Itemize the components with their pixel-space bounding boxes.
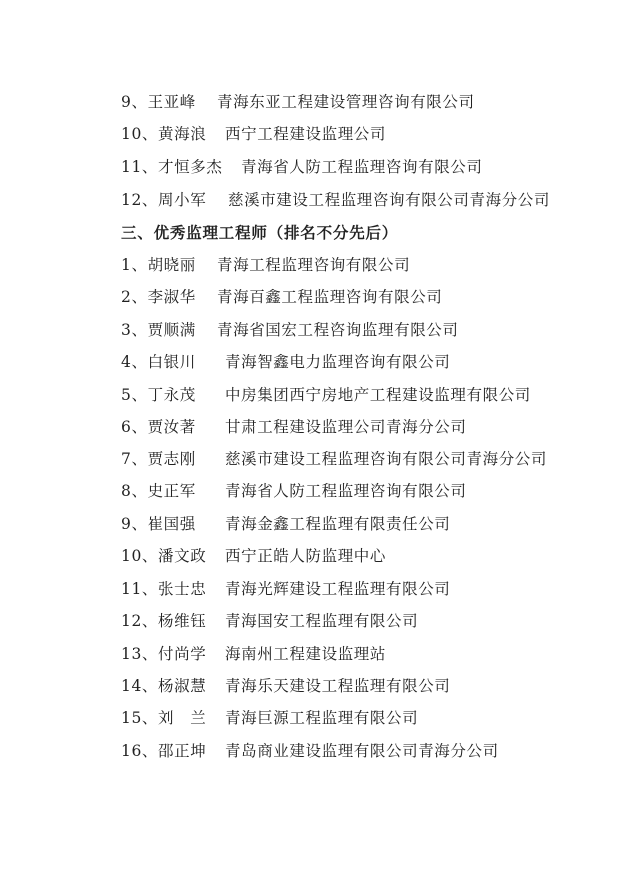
item-number: 11、: [121, 158, 159, 176]
list-item: [121, 352, 451, 372]
list-item: [121, 124, 387, 144]
item-number: 3、: [121, 321, 148, 339]
item-number: 12、: [121, 612, 159, 630]
item-number: 15、: [121, 709, 159, 727]
company-name: 慈溪市建设工程监理咨询有限公司青海分公司: [225, 450, 548, 468]
company-name: 甘肃工程建设监理公司青海分公司: [225, 418, 467, 436]
person-name: 丁永茂: [147, 386, 196, 404]
list-item: [121, 611, 419, 631]
item-number: 6、: [121, 418, 148, 436]
person-name: 杨维钰: [158, 612, 207, 630]
person-name: 周小军: [158, 191, 207, 209]
list-item: [121, 287, 443, 307]
item-number: 8、: [121, 482, 148, 500]
company-name: 青海金鑫工程监理有限责任公司: [225, 515, 451, 533]
company-name: 西宁工程建设监理公司: [225, 125, 387, 143]
company-name: 慈溪市建设工程监理咨询有限公司青海分公司: [228, 191, 551, 209]
company-name: 青海省人防工程监理咨询有限公司: [241, 158, 483, 176]
item-number: 10、: [121, 125, 159, 143]
person-name: 贾汝著: [147, 418, 196, 436]
item-number: 11、: [121, 580, 159, 598]
person-name: 白银川: [147, 353, 196, 371]
item-number: 9、: [121, 515, 148, 533]
company-name: 青海智鑫电力监理咨询有限公司: [225, 353, 451, 371]
company-name: 青海百鑫工程监理咨询有限公司: [217, 288, 443, 306]
company-name: 青海工程监理咨询有限公司: [217, 256, 411, 274]
list-item: [121, 514, 451, 534]
person-name: 李淑华: [147, 288, 196, 306]
person-name: 杨淑慧: [158, 677, 207, 695]
company-name: 青海乐天建设工程监理有限公司: [225, 677, 451, 695]
list-item: [121, 741, 499, 761]
item-number: 2、: [121, 288, 148, 306]
list-item: [121, 385, 531, 405]
list-item: [121, 644, 387, 664]
item-number: 13、: [121, 645, 159, 663]
person-name: 崔国强: [147, 515, 196, 533]
company-name: 青海光辉建设工程监理有限公司: [225, 580, 451, 598]
item-number: 12、: [121, 191, 159, 209]
company-name: 青海东亚工程建设管理咨询有限公司: [217, 93, 475, 111]
item-number: 1、: [121, 256, 148, 274]
item-number: 16、: [121, 742, 159, 760]
person-name: 张士忠: [158, 580, 207, 598]
company-name: 海南州工程建设监理站: [225, 645, 387, 663]
person-name: 潘文政: [158, 547, 207, 565]
list-item: [121, 546, 387, 566]
item-number: 14、: [121, 677, 159, 695]
list-item: [121, 676, 451, 696]
item-number: 9、: [121, 93, 148, 111]
person-name: 胡晓丽: [147, 256, 196, 274]
person-name: 邵正坤: [158, 742, 207, 760]
company-name: 青海巨源工程监理有限公司: [225, 709, 419, 727]
person-name: 才恒多杰: [158, 158, 223, 176]
person-name: 王亚峰: [147, 93, 196, 111]
list-item: [121, 255, 411, 275]
person-name: 史正军: [147, 482, 196, 500]
person-name: 付尚学: [158, 645, 207, 663]
person-name: 贾顺满: [147, 321, 196, 339]
item-number: 7、: [121, 450, 148, 468]
company-name: 西宁正皓人防监理中心: [225, 547, 387, 565]
person-name: 刘 兰: [158, 709, 207, 727]
item-number: 4、: [121, 353, 148, 371]
list-item: [121, 708, 419, 728]
list-item: [121, 157, 483, 177]
list-item: [121, 449, 548, 469]
company-name: 中房集团西宁房地产工程建设监理有限公司: [225, 386, 531, 404]
person-name: 贾志刚: [147, 450, 196, 468]
list-item: [121, 417, 467, 437]
company-name: 青海省国宏工程咨询监理有限公司: [217, 321, 459, 339]
item-number: 10、: [121, 547, 159, 565]
list-item: [121, 190, 551, 210]
section-heading: 三、优秀监理工程师（排名不分先后）: [121, 224, 399, 242]
list-item: [121, 92, 475, 112]
list-item: [121, 320, 459, 340]
company-name: 青海省人防工程监理咨询有限公司: [225, 482, 467, 500]
list-item: [121, 481, 467, 501]
company-name: 青海国安工程监理有限公司: [225, 612, 419, 630]
person-name: 黄海浪: [158, 125, 207, 143]
company-name: 青岛商业建设监理有限公司青海分公司: [225, 742, 499, 760]
item-number: 5、: [121, 386, 148, 404]
list-item: [121, 579, 451, 599]
